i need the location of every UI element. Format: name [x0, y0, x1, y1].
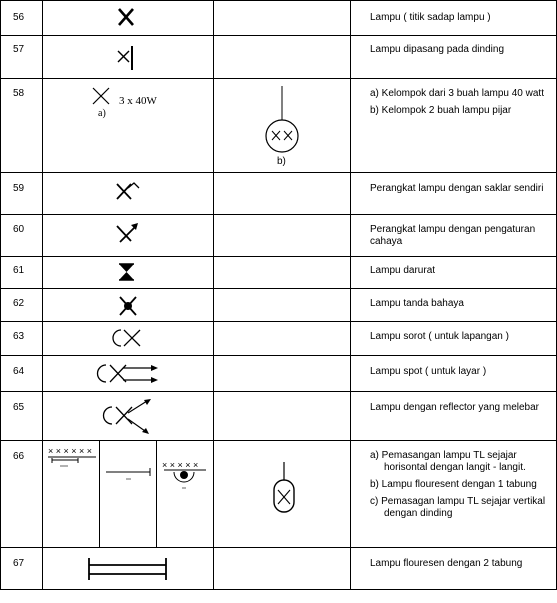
wall-lamp-icon — [112, 42, 140, 74]
row-description: Perangkat lampu dengan saklar sendiri — [370, 183, 544, 194]
description-item-a: a) Pemasangan lampu TL sejajar horisontal dengan langit - langit. — [370, 450, 526, 473]
row-description: Lampu spot ( untuk layar ) — [370, 366, 487, 377]
row-divider — [0, 355, 557, 356]
row-description: Lampu sorot ( untuk lapangan ) — [370, 331, 509, 342]
lamp-group-x-icon — [90, 86, 112, 106]
row-description: Lampu flouresen dengan 2 tabung — [370, 558, 523, 569]
description-item-b: b) Kelompok 2 buah lampu pijar — [370, 105, 512, 116]
table-border — [0, 0, 557, 1]
row-description: Lampu ( titik sadap lampu ) — [370, 12, 491, 23]
fluorescent-lamp-icon — [266, 460, 302, 522]
tl-vertical-wall-icon — [160, 458, 210, 498]
row-number: 59 — [13, 183, 25, 194]
incandescent-lamp-group-icon — [262, 84, 302, 154]
floodlight-icon — [108, 327, 148, 349]
row-divider — [0, 172, 557, 173]
sub-label-a: a) — [98, 108, 106, 119]
row-divider — [0, 391, 557, 392]
row-divider — [0, 214, 557, 215]
fluorescent-2-tube-icon — [86, 555, 170, 583]
spotlight-icon — [94, 362, 162, 386]
row-divider — [0, 440, 557, 441]
column-divider — [213, 0, 214, 590]
tl-horizontal-ceiling-icon — [46, 446, 98, 472]
description-item-c: c) Pemasagan lampu TL sejajar vertikal dengan dinding — [370, 496, 546, 519]
sub-label-b: b) — [277, 156, 286, 167]
row-description — [370, 450, 552, 525]
row-divider — [0, 78, 557, 79]
row-number: 58 — [13, 88, 25, 99]
lamp-switch-icon — [112, 180, 142, 204]
row-number: 56 — [13, 12, 25, 23]
row-number: 60 — [13, 224, 25, 235]
table-border — [0, 589, 557, 590]
row-description: Lampu darurat — [370, 265, 436, 276]
row-description: Lampu dengan reflector yang melebar — [370, 402, 539, 413]
lamp-dimmer-icon — [112, 220, 142, 246]
reflector-lamp-icon — [100, 396, 156, 438]
row-number: 62 — [13, 298, 25, 309]
column-divider — [42, 0, 43, 590]
row-description — [370, 88, 552, 122]
row-description: Perangkat lampu dengan pengaturan cahaya — [370, 224, 536, 247]
row-number: 63 — [13, 331, 25, 342]
row-number: 61 — [13, 265, 25, 276]
row-divider — [0, 256, 557, 257]
fluorescent-1-tube-icon — [103, 464, 153, 484]
svg-text:× × × × × ×: × × × × × × — [48, 446, 93, 456]
column-divider — [350, 0, 351, 590]
row-divider — [0, 288, 557, 289]
row-number: 64 — [13, 366, 25, 377]
row-divider — [0, 35, 557, 36]
sub-column-divider — [156, 441, 157, 547]
row-description: Lampu dipasang pada dinding — [370, 44, 504, 55]
row-description: Lampu tanda bahaya — [370, 298, 464, 309]
row-number: 57 — [13, 44, 25, 55]
rating-label: 3 x 40W — [119, 95, 157, 107]
row-divider — [0, 321, 557, 322]
warning-lamp-icon — [117, 294, 139, 318]
table-border — [0, 0, 1, 590]
lamp-x-icon — [113, 6, 139, 30]
sub-column-divider — [99, 441, 100, 547]
row-number: 65 — [13, 402, 25, 413]
svg-text:× × × × ×: × × × × × — [162, 460, 199, 470]
row-number: 66 — [13, 451, 25, 462]
emergency-lamp-icon — [117, 262, 137, 282]
row-number: 67 — [13, 558, 25, 569]
row-divider — [0, 547, 557, 548]
description-item-a: a) Kelompok dari 3 buah lampu 40 watt — [370, 88, 544, 99]
description-item-b: b) Lampu flouresent dengan 1 tabung — [370, 479, 537, 490]
